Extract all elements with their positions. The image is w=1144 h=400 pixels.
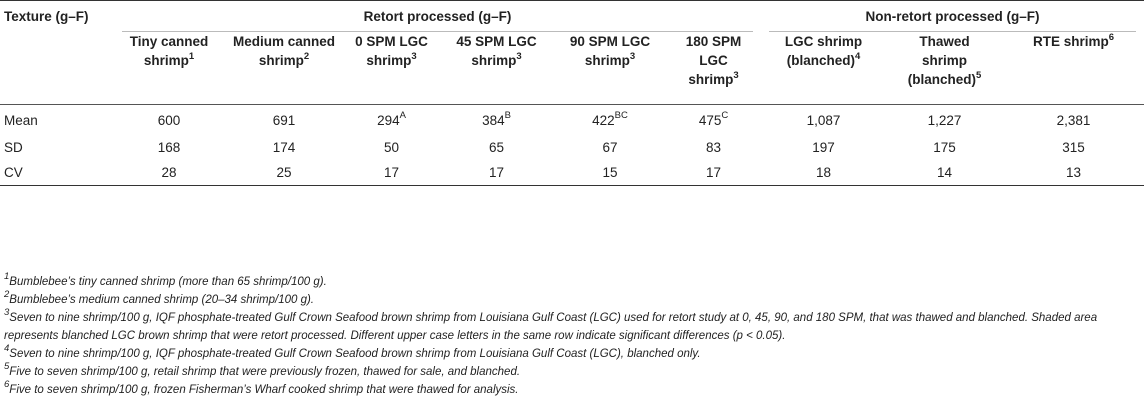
cell-value: 25 [276, 165, 292, 180]
cell-value: 83 [706, 140, 722, 155]
cell-value: 18 [816, 165, 832, 180]
significance-letter: BC [614, 110, 628, 121]
column-header-text: 90 SPM LGC [569, 34, 651, 49]
table-cell [344, 105, 439, 136]
table-cell [554, 135, 666, 160]
table-cell [1003, 160, 1144, 186]
significance-letter: A [399, 110, 406, 121]
group-header-non-retort: Non-retort processed (g–F) [761, 1, 1144, 33]
cell-value: 1,227 [927, 112, 962, 128]
significance-letter: C [721, 110, 729, 121]
footnotes [4, 273, 1142, 399]
column-header [666, 32, 761, 105]
table-cell [114, 160, 224, 186]
column-header-text: 180 SPM [685, 34, 742, 49]
significance-letter: B [504, 110, 511, 121]
column-header-text: 45 SPM LGC [456, 34, 537, 49]
row-label: Mean [4, 112, 38, 128]
footnote-marker: 3 [4, 307, 10, 319]
table-cell [761, 135, 886, 160]
texture-table [0, 0, 1144, 186]
cell-value: 1,087 [806, 112, 841, 128]
cell-value: 600 [157, 112, 181, 128]
column-header-text: shrimp [584, 53, 630, 68]
column-header-text: LGC shrimp [784, 34, 863, 49]
table-row [0, 105, 1144, 136]
table-cell [439, 135, 554, 160]
footnote-text: Seven to nine shrimp/100 g, IQF phosphate-treated Gulf Crown Seafood brown shrimp from Louisiana Gulf Coast (LGC) used for retort study at 0, 45, 90, and 180 SPM, that was thawed and blanched. Shaded area represents blanched LGC brown shrimp that were retort processed. Different upper case letters in the same row indicate significant differences (p < 0.05). [4, 312, 1098, 342]
table-cell [666, 160, 761, 186]
cell-value: 422 [592, 112, 615, 128]
column-header-text: (blanched) [786, 53, 856, 68]
column-header-row [0, 32, 1144, 105]
column-header-text: shrimp [471, 53, 517, 68]
footnote-text: Bumblebee’s medium canned shrimp (20–34 shrimp/100 g). [9, 294, 314, 306]
cell-value: 14 [937, 165, 953, 180]
column-header-text: shrimp [143, 53, 189, 68]
table-cell [761, 105, 886, 136]
texture-header: Texture (g–F) [0, 1, 114, 33]
cell-value: 17 [383, 165, 400, 180]
column-header-text: shrimp [688, 72, 734, 87]
cell-value: 65 [488, 140, 505, 155]
column-header-text: LGC [699, 53, 728, 68]
footnote-text: Five to seven shrimp/100 g, frozen Fisherman’s Wharf cooked shrimp that were thawed for analysis. [9, 384, 519, 396]
footnote-marker: 5 [976, 69, 982, 81]
table-cell [344, 135, 439, 160]
footnote-marker: 3 [516, 50, 522, 62]
table-cell [439, 105, 554, 136]
column-header-text: RTE shrimp [1033, 34, 1109, 49]
cell-value: 174 [272, 140, 296, 155]
table-row [0, 160, 1144, 186]
footnote-marker: 6 [1108, 31, 1115, 43]
table-cell [114, 135, 224, 160]
row-label: SD [4, 140, 23, 155]
table-cell [554, 105, 666, 136]
column-header [114, 32, 224, 105]
column-header-text: (blanched) [907, 72, 977, 87]
cell-value: 197 [812, 140, 835, 155]
column-header [224, 32, 344, 105]
table-cell [886, 160, 1003, 186]
footnote-marker: 3 [733, 69, 739, 81]
cell-value: 691 [272, 112, 296, 128]
table-cell [554, 160, 666, 186]
table-cell [224, 160, 344, 186]
footnote-marker: 2 [4, 289, 10, 301]
footnote-text: Bumblebee’s tiny canned shrimp (more than 65 shrimp/100 g). [9, 276, 327, 288]
table-cell [666, 105, 761, 136]
footnote [4, 345, 1142, 363]
footnote-marker: 1 [4, 271, 10, 283]
footnote [4, 381, 1142, 399]
group-header-retort: Retort processed (g–F) [114, 1, 761, 33]
cell-value: 13 [1066, 165, 1082, 180]
footnote [4, 309, 1142, 345]
footnote [4, 291, 1142, 309]
table-cell [224, 105, 344, 136]
column-header-text: Tiny canned [129, 34, 209, 49]
group-header-row [0, 1, 1144, 33]
table-cell [1003, 135, 1144, 160]
cell-value: 475 [698, 112, 722, 128]
cell-value: 15 [602, 165, 618, 180]
cell-value: 67 [602, 140, 618, 155]
footnote-marker: 5 [4, 361, 10, 373]
footnote-marker: 4 [4, 343, 10, 355]
cell-value: 50 [383, 140, 400, 155]
cell-value: 175 [933, 140, 956, 155]
footnote [4, 273, 1142, 291]
column-header [344, 32, 439, 105]
cell-value: 168 [157, 140, 181, 155]
footnote-text: Five to seven shrimp/100 g, retail shrimp that were previously frozen, thawed for sale, and blanched. [9, 366, 521, 378]
footnote [4, 363, 1142, 381]
column-header [761, 32, 886, 105]
table-cell [1003, 105, 1144, 136]
footnote-marker: 4 [855, 50, 861, 62]
table-cell [224, 135, 344, 160]
footnote-marker: 2 [303, 50, 310, 62]
column-header-text: Thawed [919, 34, 970, 49]
table-cell [886, 135, 1003, 160]
column-header-text: shrimp [922, 53, 968, 68]
cell-value: 17 [488, 165, 505, 180]
column-header [554, 32, 666, 105]
cell-value: 17 [706, 165, 722, 180]
cell-value: 315 [1062, 140, 1085, 155]
footnote-text: Seven to nine shrimp/100 g, IQF phosphate-treated Gulf Crown Seafood brown shrimp from Louisiana Gulf Coast (LGC), blanched only. [9, 348, 701, 360]
column-header-text: shrimp [366, 53, 412, 68]
table-cell [344, 160, 439, 186]
column-header-text: shrimp [258, 53, 304, 68]
footnote-marker: 3 [411, 50, 417, 62]
table-cell [666, 135, 761, 160]
footnote-marker: 3 [629, 50, 636, 62]
cell-value: 294 [377, 112, 400, 128]
table-cell [761, 160, 886, 186]
column-header [1003, 32, 1144, 105]
column-header-text: Medium canned [232, 34, 335, 49]
table-cell [886, 105, 1003, 136]
column-header [439, 32, 554, 105]
row-label: CV [0, 160, 114, 186]
cell-value: 28 [161, 165, 177, 180]
column-header-text: 0 SPM LGC [355, 34, 428, 49]
cell-value: 384 [482, 112, 505, 128]
table-cell [114, 105, 224, 136]
table-row [0, 135, 1144, 160]
footnote-marker: 1 [188, 50, 195, 62]
footnote-marker: 6 [4, 379, 10, 391]
column-header [886, 32, 1003, 105]
table-cell [439, 160, 554, 186]
cell-value: 2,381 [1056, 112, 1091, 128]
column-header-blank [0, 32, 114, 105]
